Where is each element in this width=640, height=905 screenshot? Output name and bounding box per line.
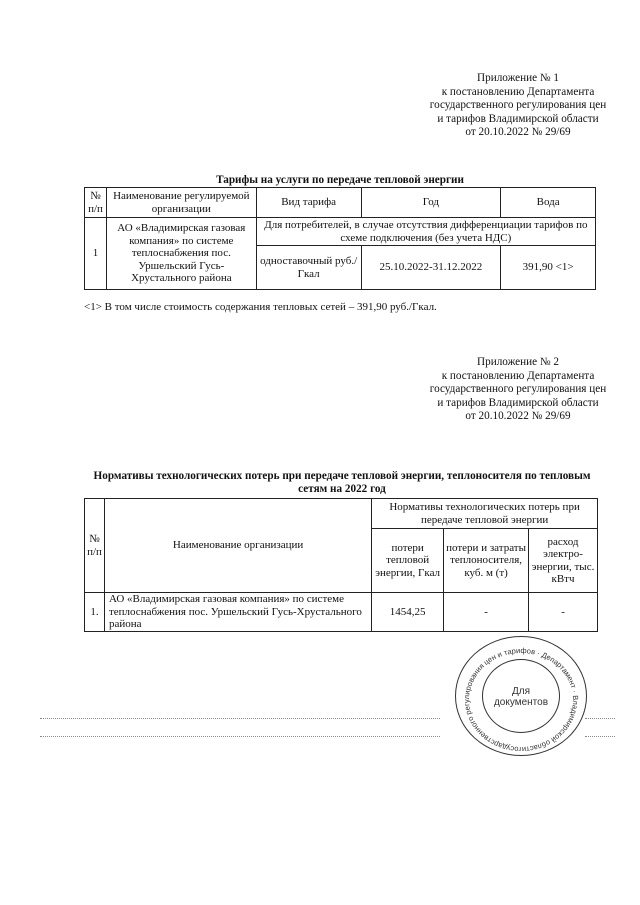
- row-org: АО «Владимирская газовая компания» по системе теплоснабжения пос. Уршельский Гусь-Хрустального района: [106, 218, 256, 290]
- appendix-2-header: [388, 356, 640, 424]
- stamp-center-text: Для документов: [493, 686, 549, 708]
- header-num: № п/п: [85, 499, 105, 593]
- row-value: 391,90 <1>: [501, 246, 596, 290]
- appendix-2-line: и тарифов Владимирской области: [437, 396, 599, 409]
- row-tariff-type: одноставочный руб./Гкал: [256, 246, 361, 290]
- row-coolant-losses: -: [444, 593, 529, 632]
- appendix-1-line: к постановлению Департамента: [441, 85, 595, 98]
- appendix-1-line: от 20.10.2022 № 29/69: [465, 126, 571, 139]
- table-1-title: Тарифы на услуги по передаче тепловой энергии: [216, 174, 464, 186]
- losses-table: [84, 498, 598, 632]
- appendix-2-line: государственного регулирования цен: [429, 383, 607, 396]
- appendix-1-line: Приложение № 1: [477, 72, 559, 84]
- scan-line: [585, 736, 615, 737]
- table-1-footnote: <1> В том числе стоимость содержания тепловых сетей – 391,90 руб./Гкал.: [84, 301, 437, 313]
- row-org: АО «Владимирская газовая компания» по системе теплоснабжения пос. Уршельский Гусь-Хрустального района: [104, 593, 371, 632]
- row-num: 1.: [85, 593, 105, 632]
- department-stamp: [455, 636, 587, 756]
- header-heat-losses: потери тепловой энергии, Гкал: [372, 529, 444, 593]
- appendix-2-line: от 20.10.2022 № 29/69: [465, 410, 571, 423]
- header-year: Год: [361, 188, 501, 218]
- header-water: Вода: [501, 188, 596, 218]
- appendix-1-line: и тарифов Владимирской области: [437, 112, 599, 125]
- appendix-1-header: [388, 72, 640, 140]
- row-num: 1: [85, 218, 107, 290]
- table-2-title: Нормативы технологических потерь при передаче тепловой энергии, теплоносителя по тепловым сетям на 2022 год: [93, 470, 591, 495]
- scan-line: [585, 718, 615, 719]
- header-org: Наименование организации: [104, 499, 371, 593]
- scan-line: [40, 736, 440, 737]
- appendix-2-line: Приложение № 2: [477, 356, 559, 368]
- row-heat-losses: 1454,25: [372, 593, 444, 632]
- row-consumers: Для потребителей, в случае отсутствия дифференциации тарифов по схеме подключения (без учета НДС): [256, 218, 595, 246]
- appendix-1-line: государственного регулирования цен: [429, 99, 607, 112]
- appendix-2-line: к постановлению Департамента: [441, 369, 595, 382]
- header-coolant-losses: потери и затраты теплоносителя, куб. м (т): [444, 529, 529, 593]
- stamp-ring-text: государственного регулирования цен и тарифов · Департамент · Владимирской области: [462, 645, 581, 755]
- header-num: № п/п: [85, 188, 107, 218]
- header-electricity: расход электро-энергии, тыс. кВтч: [529, 529, 598, 593]
- header-tariff-type: Вид тарифа: [256, 188, 361, 218]
- header-org: Наименование регулируемой организации: [106, 188, 256, 218]
- tariff-table: [84, 187, 596, 290]
- row-electricity: -: [529, 593, 598, 632]
- header-group: Нормативы технологических потерь при передаче тепловой энергии: [372, 499, 598, 529]
- row-period: 25.10.2022-31.12.2022: [361, 246, 501, 290]
- scan-line: [40, 718, 440, 719]
